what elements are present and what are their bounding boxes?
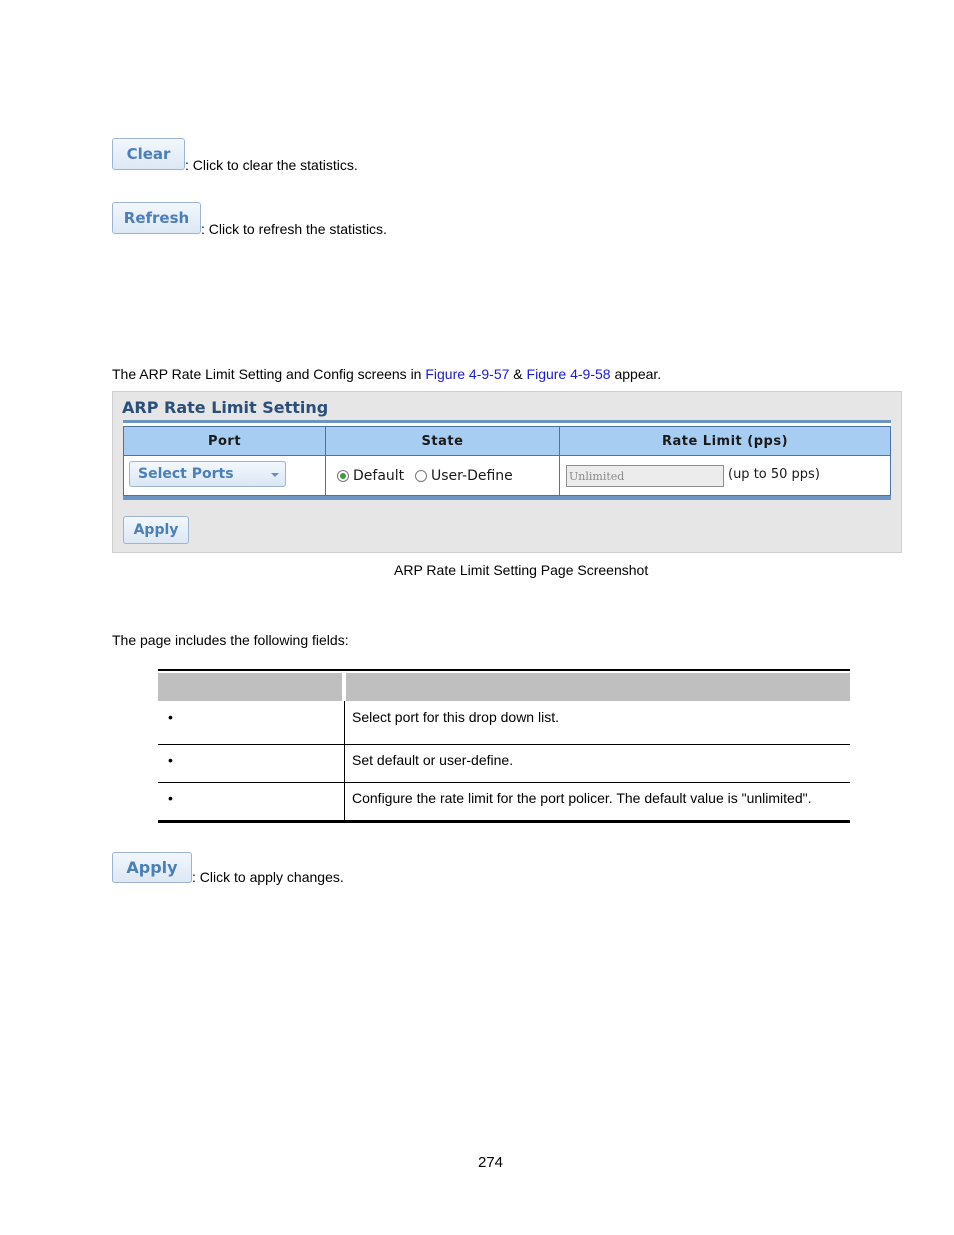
cell-rate-limit [559,456,891,496]
arp-settings-table [123,420,891,500]
refresh-button[interactable]: Refresh [112,202,201,234]
panel-apply-button[interactable]: Apply [123,516,189,544]
fields-intro: The page includes the following fields: [112,632,349,648]
rate-limit-note: (up to 50 pps) [728,467,820,482]
bullet-marker: • [168,709,173,725]
intro-paragraph [112,366,661,382]
arp-rate-limit-panel [112,391,902,553]
select-ports-label: Select Ports [138,466,234,482]
table-header-object [158,673,342,701]
select-ports-dropdown[interactable] [129,461,286,487]
table-header-description [346,673,850,701]
figure-caption: ARP Rate Limit Setting Page Screenshot [394,562,649,578]
intro-prefix: The ARP Rate Limit Setting and Config screens in [112,366,426,382]
apply-button[interactable]: Apply [112,852,192,883]
row-description: Set default or user-define. [352,752,514,768]
table-row [158,783,850,821]
intro-suffix: appear. [610,366,662,382]
chevron-down-icon [271,473,279,477]
radio-user-define[interactable] [415,470,427,482]
page-number: 274 [478,1154,504,1171]
fields-table [158,669,850,824]
row-description: Select port for this drop down list. [352,709,559,725]
radio-default[interactable] [337,470,349,482]
refresh-description: : Click to refresh the statistics. [201,221,387,237]
header-state: State [325,426,560,456]
bullet-marker: • [168,790,173,806]
clear-button[interactable]: Clear [112,138,185,170]
cell-port [123,456,326,496]
table-top-rule [158,669,850,671]
bullet-marker: • [168,752,173,768]
apply-description: : Click to apply changes. [192,869,344,885]
table-bottom-rule [158,820,850,823]
figure-link-58[interactable]: Figure 4-9-58 [526,366,611,382]
radio-user-define-label: User-Define [431,468,513,484]
table-row [158,745,850,783]
header-port: Port [123,426,326,456]
header-rate-limit: Rate Limit (pps) [559,426,891,456]
table-row [158,701,850,745]
panel-title: ARP Rate Limit Setting [122,398,329,417]
figure-link-57[interactable]: Figure 4-9-57 [425,366,510,382]
radio-default-label: Default [353,468,405,484]
clear-description: : Click to clear the statistics. [185,157,358,173]
row-description: Configure the rate limit for the port policer. The default value is "unlimited". [352,790,812,806]
rate-limit-input[interactable] [566,465,724,487]
intro-amp: & [509,366,527,382]
cell-state [325,456,560,496]
